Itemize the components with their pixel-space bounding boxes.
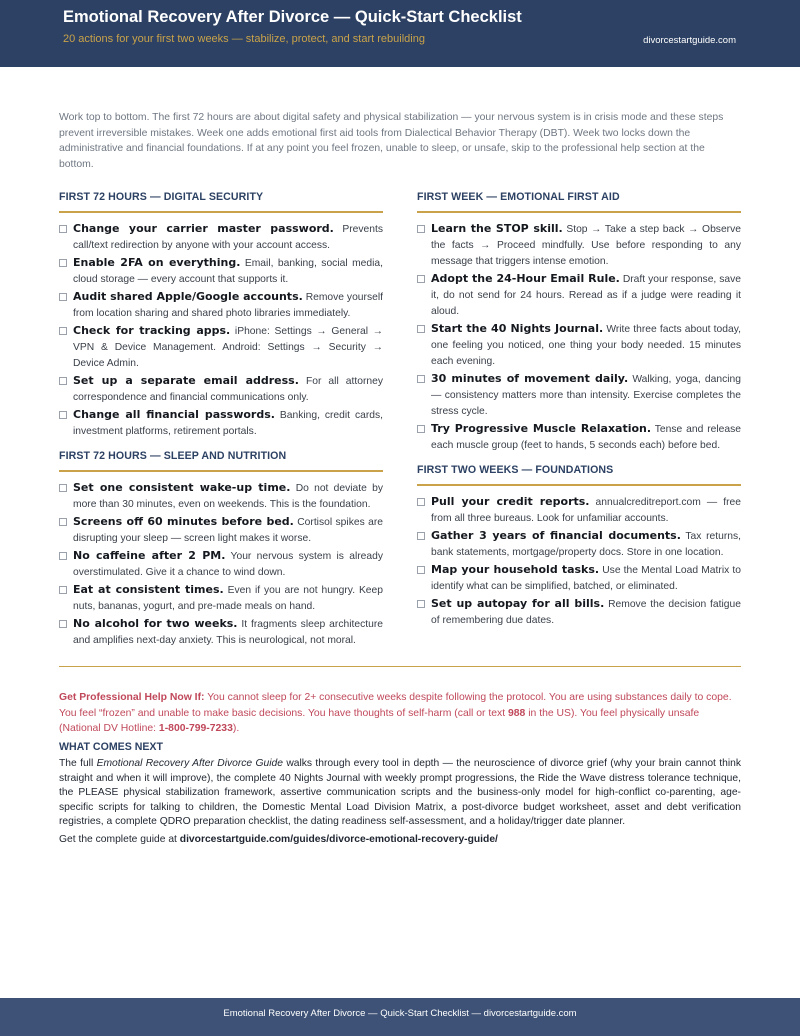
- item-lead: Change your carrier master password.: [73, 222, 334, 235]
- item-lead: Start the 40 Nights Journal.: [431, 322, 604, 335]
- help-text: in the US). You feel physically unsafe (National DV Hotline:: [59, 707, 700, 734]
- checkbox[interactable]: [417, 325, 425, 333]
- item-text: Tense and release each muscle group (feet to hands, 5 seconds each) before bed.: [431, 424, 741, 451]
- checklist-item: [417, 221, 741, 270]
- checkbox[interactable]: [417, 225, 425, 233]
- item-text: Use the Mental Load Matrix to identify what can be simplified, batched, or eliminated.: [431, 565, 741, 592]
- checklist-item: [417, 421, 741, 454]
- item-lead: Set one consistent wake-up time.: [73, 481, 291, 494]
- checklist-item: [417, 494, 741, 527]
- professional-help-notice: [59, 690, 741, 737]
- right-column: [417, 191, 741, 630]
- what-comes-next-title: WHAT COMES NEXT: [59, 741, 163, 753]
- item-lead: Screens off 60 minutes before bed.: [73, 515, 294, 528]
- section-digital-security: [59, 191, 383, 440]
- checkbox[interactable]: [59, 327, 67, 335]
- item-text: Email, banking, social media, cloud storage — every account that supports it.: [73, 258, 383, 285]
- checkbox[interactable]: [417, 566, 425, 574]
- what-comes-next-body: [59, 757, 741, 830]
- item-text: Do not deviate by more than 30 minutes, even on weekends. This is the foundation.: [73, 483, 383, 510]
- link-prefix: Get the complete guide at: [59, 834, 180, 845]
- item-lead: Eat at consistent times.: [73, 583, 224, 596]
- checkbox[interactable]: [59, 225, 67, 233]
- item-text: For all attorney correspondence and financial communications only.: [73, 376, 383, 403]
- checkbox[interactable]: [59, 411, 67, 419]
- left-column: [59, 191, 383, 650]
- item-lead: Set up a separate email address.: [73, 374, 299, 387]
- item-lead: No alcohol for two weeks.: [73, 617, 238, 630]
- checklist: [59, 480, 383, 649]
- item-text: Walking, yoga, dancing — consistency matters more than intensity. Exercise completes the stress cycle.: [431, 374, 741, 417]
- item-text: iPhone: Settings → General → VPN & Device Management. Android: Settings → Security → Device Admin.: [73, 326, 383, 369]
- item-lead: Pull your credit reports.: [431, 495, 590, 508]
- item-lead: Try Progressive Muscle Relaxation.: [431, 422, 652, 435]
- checklist-item: [417, 596, 741, 629]
- section-title: FIRST WEEK — EMOTIONAL FIRST AID: [417, 191, 741, 213]
- item-lead: Map your household tasks.: [431, 563, 600, 576]
- checklist-item: [417, 562, 741, 595]
- checklist-item: [417, 321, 741, 370]
- item-text: Prevents call/text redirection by anyone with your account access.: [73, 224, 383, 251]
- checkbox[interactable]: [59, 552, 67, 560]
- item-lead: Learn the STOP skill.: [431, 222, 563, 235]
- checkbox[interactable]: [59, 518, 67, 526]
- checklist-item: [59, 323, 383, 372]
- guide-link-line: [59, 834, 741, 845]
- item-lead: Adopt the 24-Hour Email Rule.: [431, 272, 620, 285]
- intro-paragraph: Work top to bottom. The first 72 hours are about digital safety and physical stabilization — your nervous system is in crisis mode and these steps prevent irreversible mistakes. Week one adds emotional first aid tools from Dialectical Behavior Therapy (DBT). Week two locks down the administrative and financial foundations. If at any point you feel frozen, unable to sleep, or unsafe, skip to the professional help section at the bottom.: [59, 112, 724, 170]
- section-sleep-nutrition: [59, 450, 383, 649]
- checkbox[interactable]: [417, 375, 425, 383]
- item-lead: Set up autopay for all bills.: [431, 597, 605, 610]
- item-text: Banking, credit cards, investment platforms, retirement portals.: [73, 410, 383, 437]
- page-footer: [0, 998, 800, 1036]
- checklist-item: [59, 582, 383, 615]
- item-text: Cortisol spikes are disrupting your sleep — screen light makes it worse.: [73, 517, 383, 544]
- checklist-item: [59, 548, 383, 581]
- item-lead: Audit shared Apple/Google accounts.: [73, 290, 303, 303]
- checklist-item: [59, 407, 383, 440]
- checkbox[interactable]: [59, 620, 67, 628]
- page-header: [0, 0, 800, 67]
- section-title: FIRST TWO WEEKS — FOUNDATIONS: [417, 464, 741, 486]
- guide-link[interactable]: divorcestartguide.com/guides/divorce-emotional-recovery-guide/: [179, 834, 498, 845]
- checkbox[interactable]: [59, 259, 67, 267]
- item-lead: Gather 3 years of financial documents.: [431, 529, 681, 542]
- item-text: Remove the decision fatigue of remembering due dates.: [431, 599, 741, 626]
- checklist-item: [59, 616, 383, 649]
- guide-name: Emotional Recovery After Divorce Guide: [96, 758, 283, 769]
- item-text: Even if you are not hungry. Keep nuts, bananas, yogurt, and pre-made meals on hand.: [73, 585, 383, 612]
- item-text: annualcreditreport.com — free from all three bureaus. Look for unfamiliar accounts.: [431, 497, 741, 524]
- checkbox[interactable]: [59, 586, 67, 594]
- checkbox[interactable]: [59, 293, 67, 301]
- crisis-number: 988: [507, 707, 526, 719]
- checkbox[interactable]: [417, 498, 425, 506]
- checklist-item: [59, 255, 383, 288]
- section-foundations: [417, 464, 741, 629]
- item-text: Your nervous system is already overstimulated. Give it a chance to wind down.: [73, 551, 384, 578]
- item-text: Stop → Take a step back → Observe the facts → Proceed mindfully. Use before responding to any message that triggers intense emotion.: [431, 224, 741, 267]
- item-text: Write three facts about today, one feeling you noticed, one thing your body needed. 15 minutes each evening.: [431, 324, 741, 367]
- checklist-item: [59, 221, 383, 254]
- section-title: FIRST 72 HOURS — SLEEP AND NUTRITION: [59, 450, 383, 472]
- checkbox[interactable]: [417, 600, 425, 608]
- checklist: [417, 494, 741, 629]
- item-text: Remove yourself from location sharing and shared photo libraries immediately.: [73, 292, 383, 319]
- checklist-item: [59, 514, 383, 547]
- item-lead: Enable 2FA on everything.: [73, 256, 241, 269]
- page-title: Emotional Recovery After Divorce — Quick-Start Checklist: [63, 8, 522, 26]
- checklist: [59, 221, 383, 440]
- checkbox[interactable]: [417, 532, 425, 540]
- checkbox[interactable]: [59, 377, 67, 385]
- item-text: It fragments sleep architecture and amplifies next-day anxiety. This is neurological, not moral.: [73, 619, 383, 646]
- checklist-item: [59, 289, 383, 322]
- checklist-item: [417, 528, 741, 561]
- checklist-item: [59, 480, 383, 513]
- divider: [59, 666, 741, 667]
- footer-text: Emotional Recovery After Divorce — Quick-Start Checklist — divorcestartguide.com: [223, 1008, 577, 1019]
- item-text: Tax returns, bank statements, mortgage/property docs. Store in one location.: [431, 531, 742, 558]
- help-label: Get Professional Help Now If:: [59, 692, 205, 703]
- item-lead: Change all financial passwords.: [73, 408, 275, 421]
- section-emotional-first-aid: [417, 191, 741, 454]
- checklist: [417, 221, 741, 454]
- body-text: The full: [59, 758, 97, 769]
- section-title: FIRST 72 HOURS — DIGITAL SECURITY: [59, 191, 383, 213]
- checklist-item: [417, 271, 741, 320]
- item-lead: Check for tracking apps.: [73, 324, 231, 337]
- item-lead: 30 minutes of movement daily.: [431, 372, 629, 385]
- item-lead: No caffeine after 2 PM.: [73, 549, 226, 562]
- checklist-item: [417, 371, 741, 420]
- site-name: divorcestartguide.com: [643, 35, 736, 46]
- help-text: ).: [232, 723, 240, 734]
- help-text: You cannot sleep for 2+ consecutive weeks despite following the protocol. You are using substances daily to cope. You feel “frozen” and unable to make basic decisions. You have thoughts of self-harm (call or text: [59, 692, 732, 719]
- checklist-item: [59, 373, 383, 406]
- item-text: Draft your response, save it, do not send for 24 hours. Reread as if a judge were reading it aloud.: [431, 274, 741, 317]
- checkbox[interactable]: [59, 484, 67, 492]
- body-text: walks through every tool in depth — the neuroscience of divorce grief (why your brain cannot think straight and when it will improve), the complete 40 Nights Journal with weekly prompt progressions, the Ride the Wave distress tolerance technique, the PLEASE physical stabilization framework, assertive communication scripts and the business-only model for high-conflict co-parenting, age-specific scripts for talking to children, the Domestic Mental Load Division Matrix, a post-divorce budget worksheet, asset and debt verification registries, a complete QDRO preparation checklist, the dating readiness self-assessment, and a holiday/trigger date planner.: [59, 758, 741, 827]
- dv-hotline-number: 1-800-799-7233: [158, 723, 233, 734]
- checkbox[interactable]: [417, 275, 425, 283]
- page-subtitle: 20 actions for your first two weeks — stabilize, protect, and start rebuilding: [63, 33, 425, 45]
- checkbox[interactable]: [417, 425, 425, 433]
